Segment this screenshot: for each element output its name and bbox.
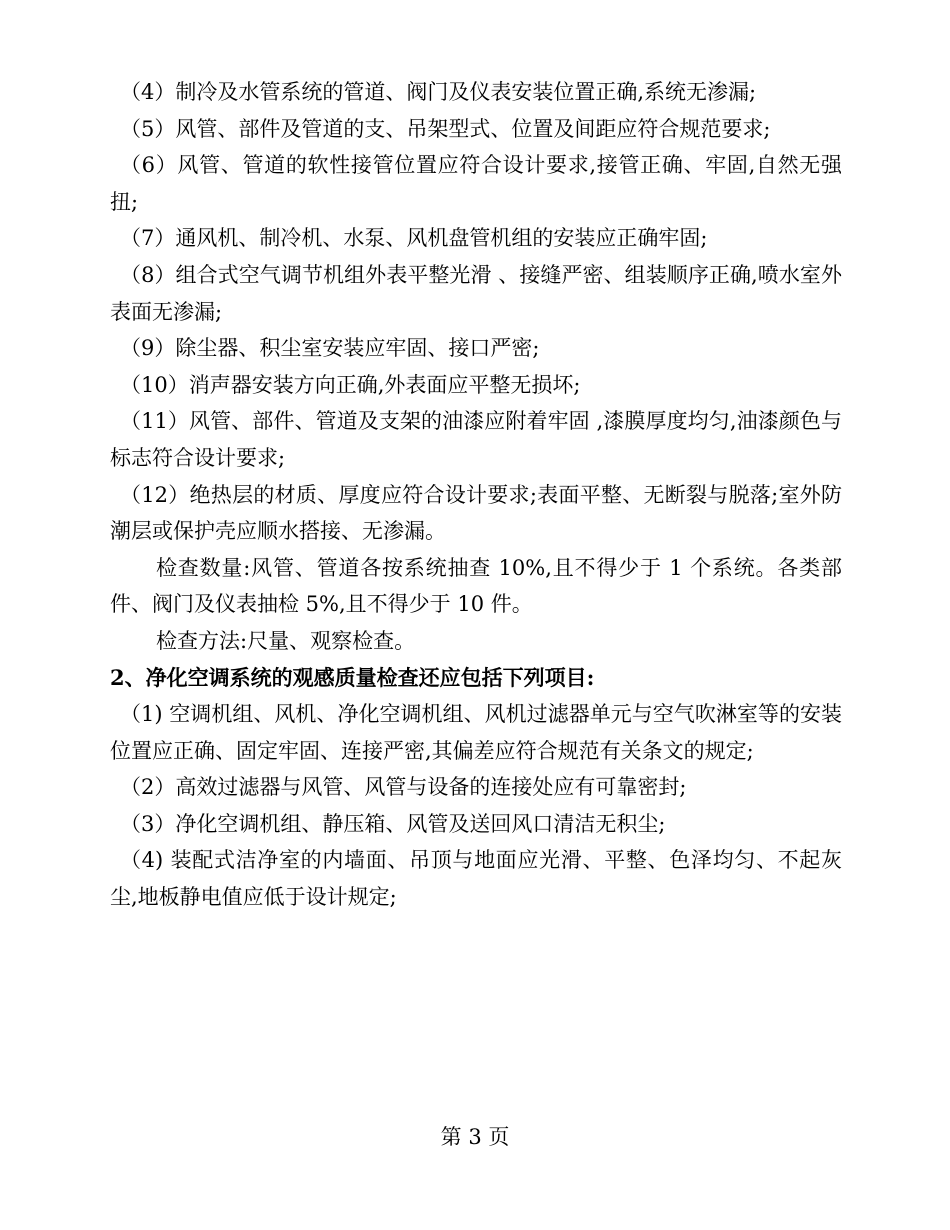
section-heading-cleanroom: 2、净化空调系统的观感质量检查还应包括下列项目: [110, 664, 595, 690]
item-4-refrigeration-piping: （4）制冷及水管系统的管道、阀门及仪表安装位置正确,系统无渗漏; [120, 80, 757, 104]
item-8-air-handling-unit: （8）组合式空气调节机组外表平整光滑 、接缝严密、组装顺序正确,喷水室外表面无渗漏; [110, 262, 842, 324]
item-9-dust-collector: （9）除尘器、积尘室安装应牢固、接口严密; [120, 336, 540, 361]
item-12-insulation: （12）绝热层的材质、厚度应符合设计要求;表面平整、无断裂与脱落;室外防潮层或保护壳应顺水搭接、无渗漏。 [110, 482, 842, 544]
item-6-flexible-connectors: （6）风管、管道的软性接管位置应符合设计要求,接管正确、牢固,自然无强扭; [110, 153, 842, 214]
clean-item-3-cleanliness: （3）净化空调机组、静压箱、风管及送回风口清洁无积尘; [120, 811, 666, 836]
item-11-painting: （11）风管、部件、管道及支架的油漆应附着牢固 ,漆膜厚度均匀,油漆颜色与标志符合设计要求; [110, 409, 842, 470]
clean-item-4-cleanroom-surfaces: （4) 装配式洁净室的内墙面、吊顶与地面应光滑、平整、色泽均匀、不起灰尘,地板静电值应低于设计规定; [110, 848, 842, 910]
inspection-quantity: 检查数量:风管、管道各按系统抽查 10%,且不得少于 1 个系统。各类部件、阀门及仪表抽检 5%,且不得少于 10 件。 [110, 555, 842, 617]
item-10-silencer: （10）消声器安装方向正确,外表面应平整无损坏; [120, 372, 581, 397]
inspection-method: 检查方法:尺量、观察检查。 [156, 628, 416, 653]
document-body [110, 74, 842, 916]
item-7-equipment-installation: （7）通风机、制冷机、水泵、风机盘管机组的安装应正确牢固; [120, 226, 708, 251]
item-5-supports-hangers: （5）风管、部件及管道的支、吊架型式、位置及间距应符合规范要求; [120, 116, 771, 141]
clean-item-1-units: （1) 空调机组、风机、净化空调机组、风机过滤器单元与空气吹淋室等的安装位置应正确、固定牢固、连接严密,其偏差应符合规范有关条文的规定; [110, 702, 842, 763]
page-number: 第 3 页 [440, 1125, 510, 1149]
clean-item-2-hepa-seal: （2）高效过滤器与风管、风管与设备的连接处应有可靠密封; [120, 775, 687, 800]
